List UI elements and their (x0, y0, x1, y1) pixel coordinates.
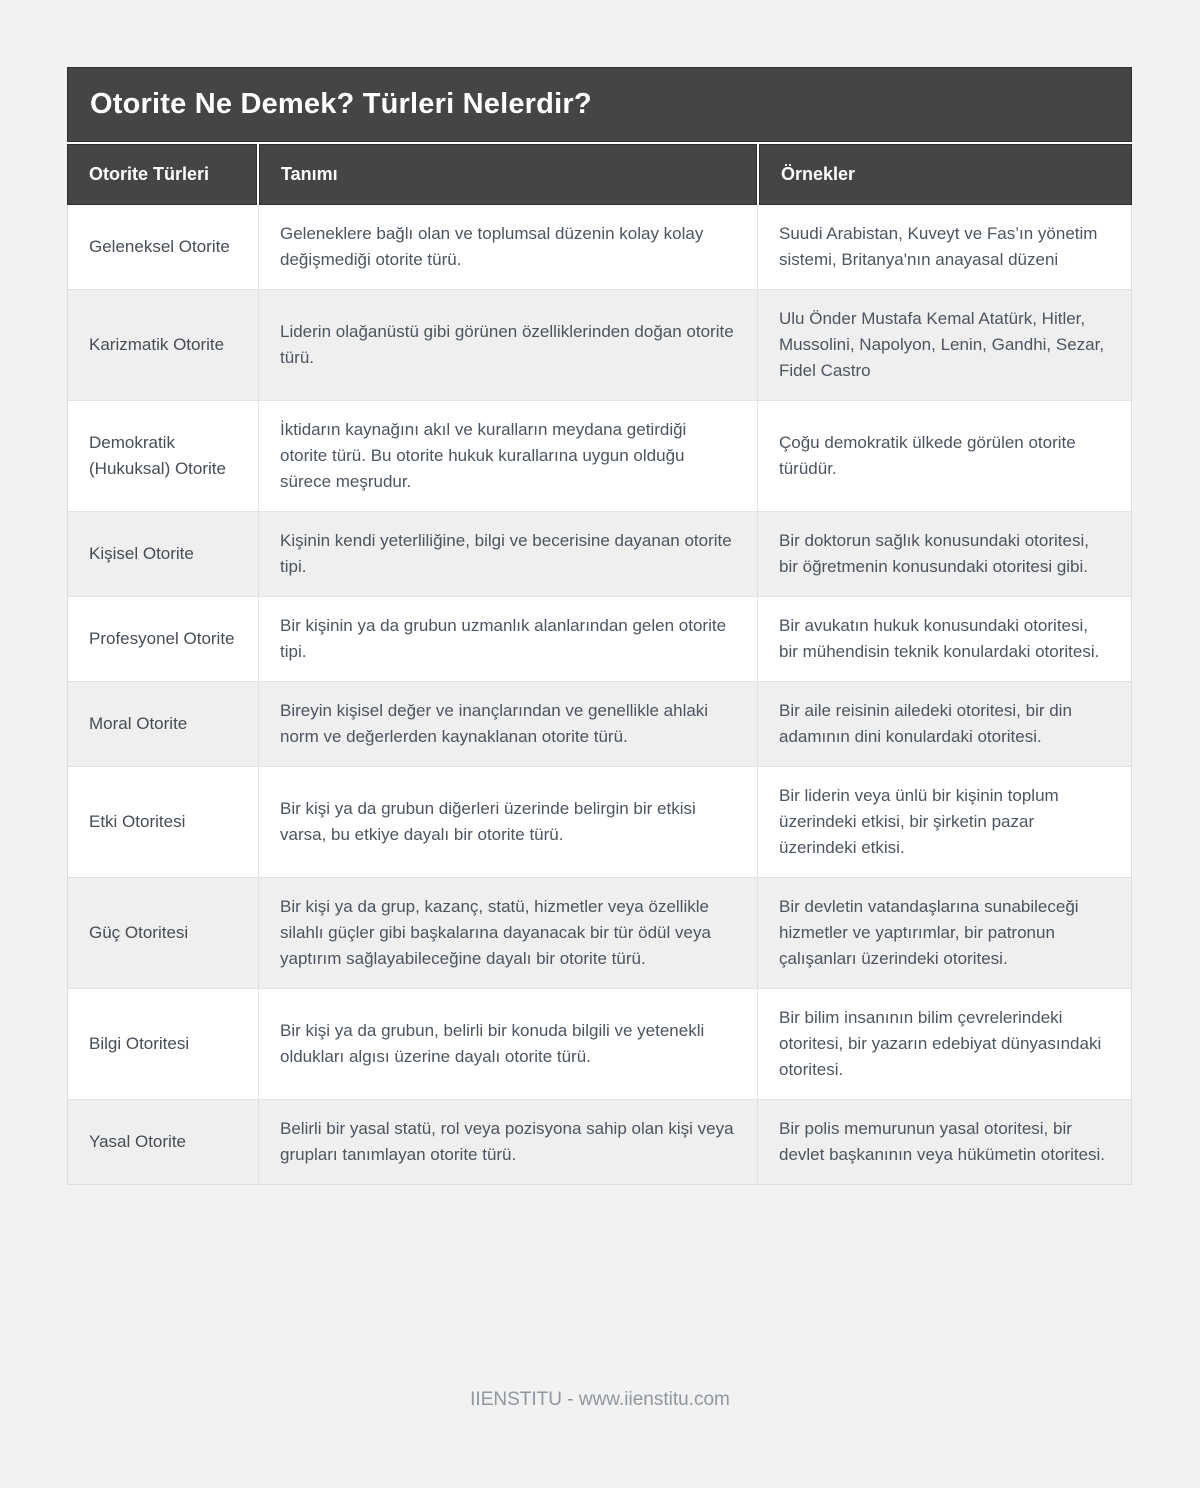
column-header-definition: Tanımı (259, 144, 757, 205)
examples-cell: Suudi Arabistan, Kuveyt ve Fas’ın yönetim sistemi, Britanya'nın anayasal düzeni (757, 205, 1131, 289)
table-row-kisisel (68, 511, 1131, 596)
table-row-profesyonel (68, 596, 1131, 681)
type-cell: Profesyonel Otorite (89, 629, 235, 648)
table-row-bilgi (68, 988, 1131, 1099)
definition-cell: Belirli bir yasal statü, rol veya pozisyona sahip olan kişi veya grupları tanımlayan otorite türü. (258, 1100, 757, 1184)
column-header-authority-types: Otorite Türleri (67, 144, 257, 205)
definition-cell: Bireyin kişisel değer ve inançlarından ve genellikle ahlaki norm ve değerlerden kaynaklanan otorite türü. (258, 682, 757, 766)
table-row-demokratik (68, 400, 1131, 511)
definition-cell: Kişinin kendi yeterliliğine, bilgi ve becerisine dayanan otorite tipi. (258, 512, 757, 596)
definition-cell: Bir kişi ya da grubun, belirli bir konuda bilgili ve yetenekli oldukları algısı üzerine dayalı otorite türü. (258, 989, 757, 1099)
examples-cell: Bir polis memurunun yasal otoritesi, bir devlet başkanının veya hükümetin otoritesi. (757, 1100, 1131, 1184)
examples-cell: Bir avukatın hukuk konusundaki otoritesi, bir mühendisin teknik konulardaki otoritesi. (757, 597, 1131, 681)
examples-cell: Bir bilim insanının bilim çevrelerindeki otoritesi, bir yazarın edebiyat dünyasındaki otoritesi. (757, 989, 1131, 1099)
table-row-karizmatik (68, 289, 1131, 400)
examples-cell: Bir doktorun sağlık konusundaki otoritesi, bir öğretmenin konusundaki otoritesi gibi. (757, 512, 1131, 596)
examples-cell: Çoğu demokratik ülkede görülen otorite türüdür. (757, 401, 1131, 511)
definition-cell: Bir kişinin ya da grubun uzmanlık alanlarından gelen otorite tipi. (258, 597, 757, 681)
footer-branding: IIENSTITU - www.iienstitu.com (470, 1389, 730, 1410)
table-row-guc (68, 877, 1131, 988)
table-row-moral (68, 681, 1131, 766)
type-cell: Moral Otorite (89, 714, 188, 733)
type-cell: Demokratik (Hukuksal) Otorite (89, 433, 226, 478)
examples-cell: Bir aile reisinin ailedeki otoritesi, bir din adamının dini konulardaki otoritesi. (757, 682, 1131, 766)
page-title: Otorite Ne Demek? Türleri Nelerdir? (67, 67, 1132, 142)
definition-cell: Bir kişi ya da grup, kazanç, statü, hizmetler veya özellikle silahlı güçler gibi başkalarına dayanacak bir tür ödül veya yaptırım sağlayabileceğine dayalı bir otorite türü. (258, 878, 757, 988)
type-cell: Geleneksel Otorite (89, 237, 230, 256)
table-row-geleneksel (68, 205, 1131, 289)
table-row-yasal (68, 1099, 1131, 1184)
table-header-row (67, 144, 1132, 205)
type-cell: Kişisel Otorite (89, 544, 194, 563)
definition-cell: İktidarın kaynağını akıl ve kuralların meydana getirdiği otorite türü. Bu otorite hukuk kurallarına uygun olduğu sürece meşrudur. (258, 401, 757, 511)
type-cell: Karizmatik Otorite (89, 335, 225, 354)
examples-cell: Bir devletin vatandaşlarına sunabileceği hizmetler ve yaptırımlar, bir patronun çalışanları üzerindeki otoritesi. (757, 878, 1131, 988)
column-header-examples: Örnekler (759, 144, 1132, 205)
table-body (67, 205, 1132, 1185)
type-cell: Etki Otoritesi (89, 812, 186, 831)
definition-cell: Liderin olağanüstü gibi görünen özelliklerinden doğan otorite türü. (258, 290, 757, 400)
type-cell: Bilgi Otoritesi (89, 1034, 190, 1053)
definition-cell: Geleneklere bağlı olan ve toplumsal düzenin kolay kolay değişmediği otorite türü. (258, 205, 757, 289)
type-cell: Güç Otoritesi (89, 923, 189, 942)
table-row-etki (68, 766, 1131, 877)
type-cell: Yasal Otorite (89, 1132, 187, 1151)
authority-table-card (67, 67, 1132, 1185)
definition-cell: Bir kişi ya da grubun diğerleri üzerinde belirgin bir etkisi varsa, bu etkiye dayalı bir otorite türü. (258, 767, 757, 877)
examples-cell: Ulu Önder Mustafa Kemal Atatürk, Hitler, Mussolini, Napolyon, Lenin, Gandhi, Sezar, Fidel Castro (757, 290, 1131, 400)
examples-cell: Bir liderin veya ünlü bir kişinin toplum üzerindeki etkisi, bir şirketin pazar üzerindeki etkisi. (757, 767, 1131, 877)
